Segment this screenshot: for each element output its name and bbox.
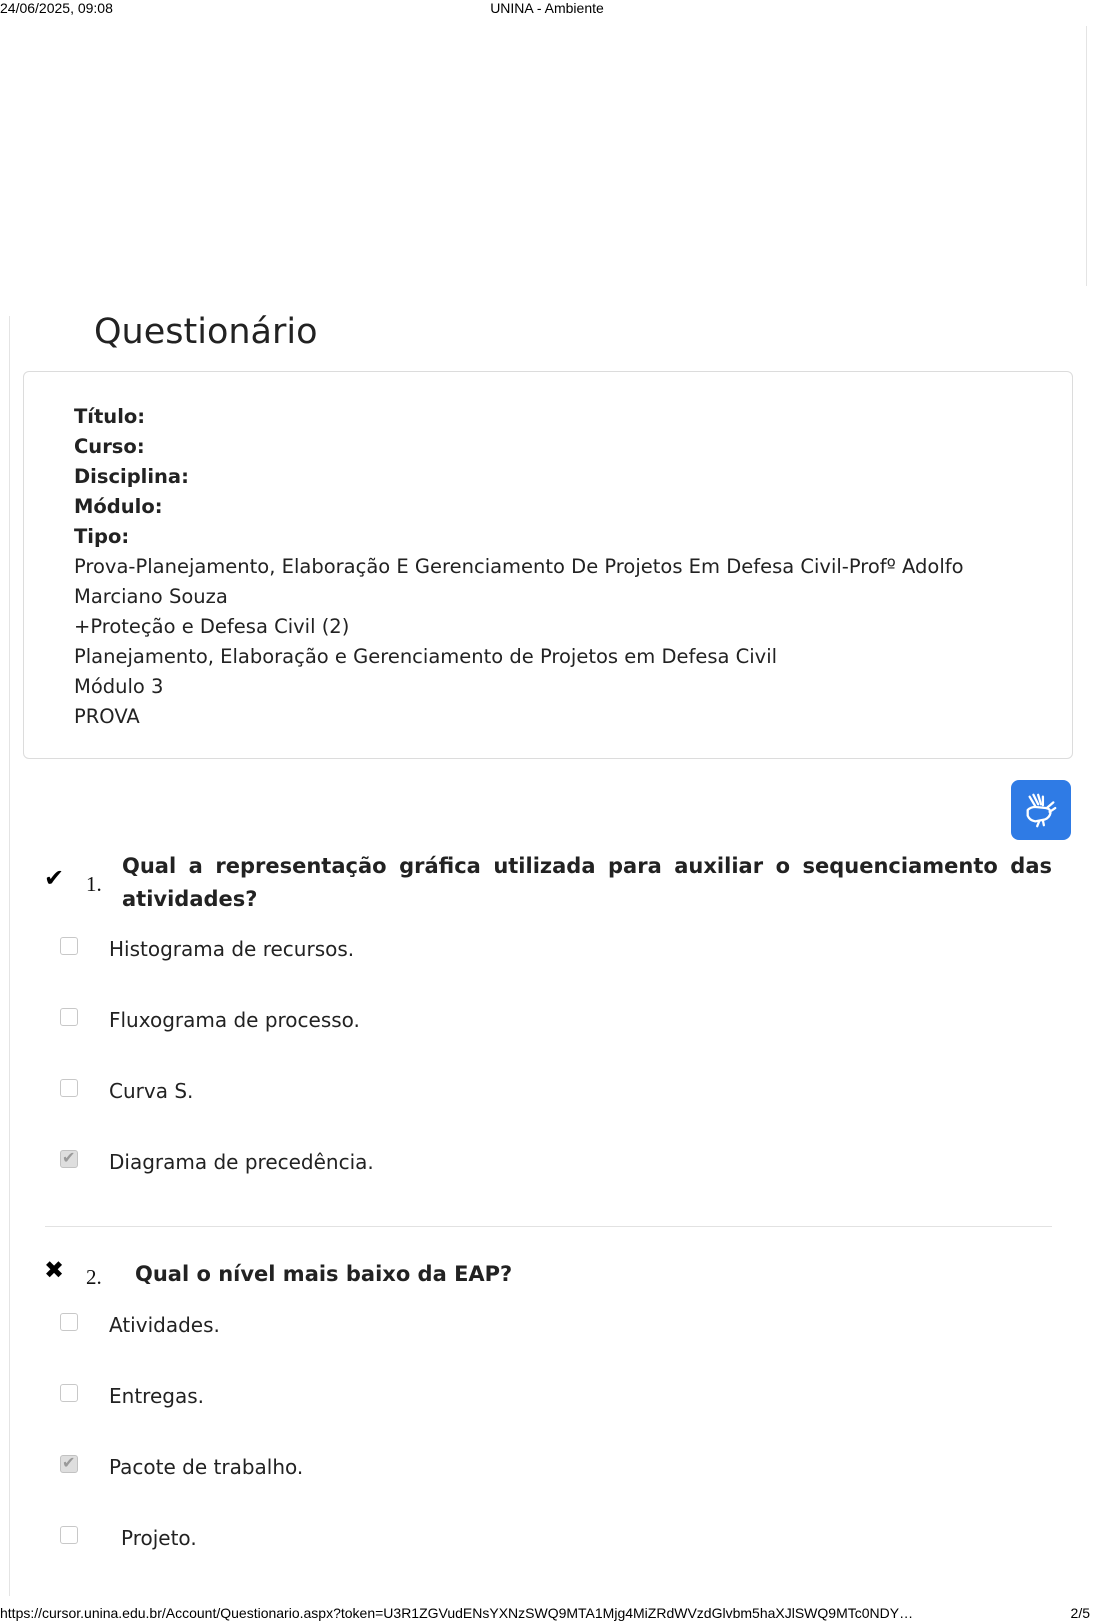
sign-language-hands-icon bbox=[1022, 791, 1060, 829]
answer-option-text: Histograma de recursos. bbox=[109, 937, 355, 961]
info-label-type: Tipo: bbox=[74, 525, 130, 548]
answer-option[interactable] bbox=[40, 1150, 1052, 1221]
answer-option[interactable] bbox=[40, 937, 1052, 1008]
check-icon: ✔ bbox=[44, 864, 65, 892]
info-label-module: Módulo: bbox=[74, 495, 163, 518]
answer-option[interactable] bbox=[40, 1526, 1052, 1597]
answer-checkbox[interactable] bbox=[60, 1313, 78, 1331]
answer-option-text: Projeto. bbox=[121, 1526, 197, 1550]
answer-checkbox[interactable] bbox=[60, 937, 78, 955]
answer-options bbox=[40, 1313, 1052, 1597]
print-page-title: UNINA - Ambiente bbox=[490, 0, 604, 16]
info-value-module: Módulo 3 bbox=[74, 675, 164, 698]
answer-checkbox[interactable] bbox=[60, 1526, 78, 1544]
print-url: https://cursor.unina.edu.br/Account/Questionario.aspx?token=U3R1ZGVudENsYXNzSWQ9MTA1Mjg4MiZRdWVzdGlvbm5haXJlSWQ9MTc0NDY… bbox=[0, 1605, 914, 1621]
answer-option-text: Fluxograma de processo. bbox=[109, 1008, 360, 1032]
info-label-title: Título: bbox=[74, 405, 146, 428]
answer-option[interactable] bbox=[40, 1384, 1052, 1455]
answer-option-text: Atividades. bbox=[109, 1313, 220, 1337]
x-icon: ✖ bbox=[44, 1256, 65, 1284]
info-value-title: Prova-Planejamento, Elaboração E Gerenciamento De Projetos Em Defesa Civil-Profº Adolfo Marciano Souza bbox=[74, 555, 964, 608]
scrollbar-track bbox=[1086, 26, 1087, 286]
question-2 bbox=[40, 1258, 1052, 1597]
page-title: Questionário bbox=[94, 312, 318, 352]
answer-option-text: Entregas. bbox=[109, 1384, 204, 1408]
answer-option-text: Pacote de trabalho. bbox=[109, 1455, 304, 1479]
answer-option[interactable] bbox=[40, 1455, 1052, 1526]
content-left-border bbox=[9, 316, 10, 1596]
answer-option[interactable] bbox=[40, 1313, 1052, 1384]
question-text: Qual a representação gráfica utilizada para auxiliar o sequenciamento das atividades? bbox=[122, 854, 1052, 911]
info-label-discipline: Disciplina: bbox=[74, 465, 189, 488]
libras-accessibility-button[interactable] bbox=[1011, 780, 1071, 840]
info-value-type: PROVA bbox=[74, 705, 140, 728]
question-header bbox=[40, 1258, 1052, 1291]
info-value-discipline: Planejamento, Elaboração e Gerenciamento de Projetos em Defesa Civil bbox=[74, 645, 778, 668]
quiz-info-card bbox=[23, 371, 1073, 759]
question-text: Qual o nível mais baixo da EAP? bbox=[135, 1262, 513, 1286]
question-number: 2. bbox=[86, 1265, 102, 1289]
info-value-course: +Proteção e Defesa Civil (2) bbox=[74, 615, 350, 638]
print-page-number: 2/5 bbox=[1070, 1605, 1090, 1621]
answer-checkbox[interactable] bbox=[60, 1079, 78, 1097]
question-divider bbox=[45, 1226, 1052, 1227]
answer-option-text: Curva S. bbox=[109, 1079, 194, 1103]
print-datetime: 24/06/2025, 09:08 bbox=[0, 0, 113, 16]
question-1 bbox=[40, 850, 1052, 1221]
answer-option[interactable] bbox=[40, 1008, 1052, 1079]
answer-options bbox=[40, 937, 1052, 1221]
print-header bbox=[0, 0, 1094, 18]
question-header bbox=[40, 850, 1052, 916]
answer-option-text: Diagrama de precedência. bbox=[109, 1150, 374, 1174]
answer-option[interactable] bbox=[40, 1079, 1052, 1150]
answer-checkbox-checked[interactable] bbox=[60, 1150, 78, 1168]
print-footer bbox=[0, 1603, 1094, 1623]
question-number: 1. bbox=[86, 872, 102, 896]
answer-checkbox[interactable] bbox=[60, 1008, 78, 1026]
answer-checkbox-checked[interactable] bbox=[60, 1455, 78, 1473]
info-label-course: Curso: bbox=[74, 435, 145, 458]
answer-checkbox[interactable] bbox=[60, 1384, 78, 1402]
